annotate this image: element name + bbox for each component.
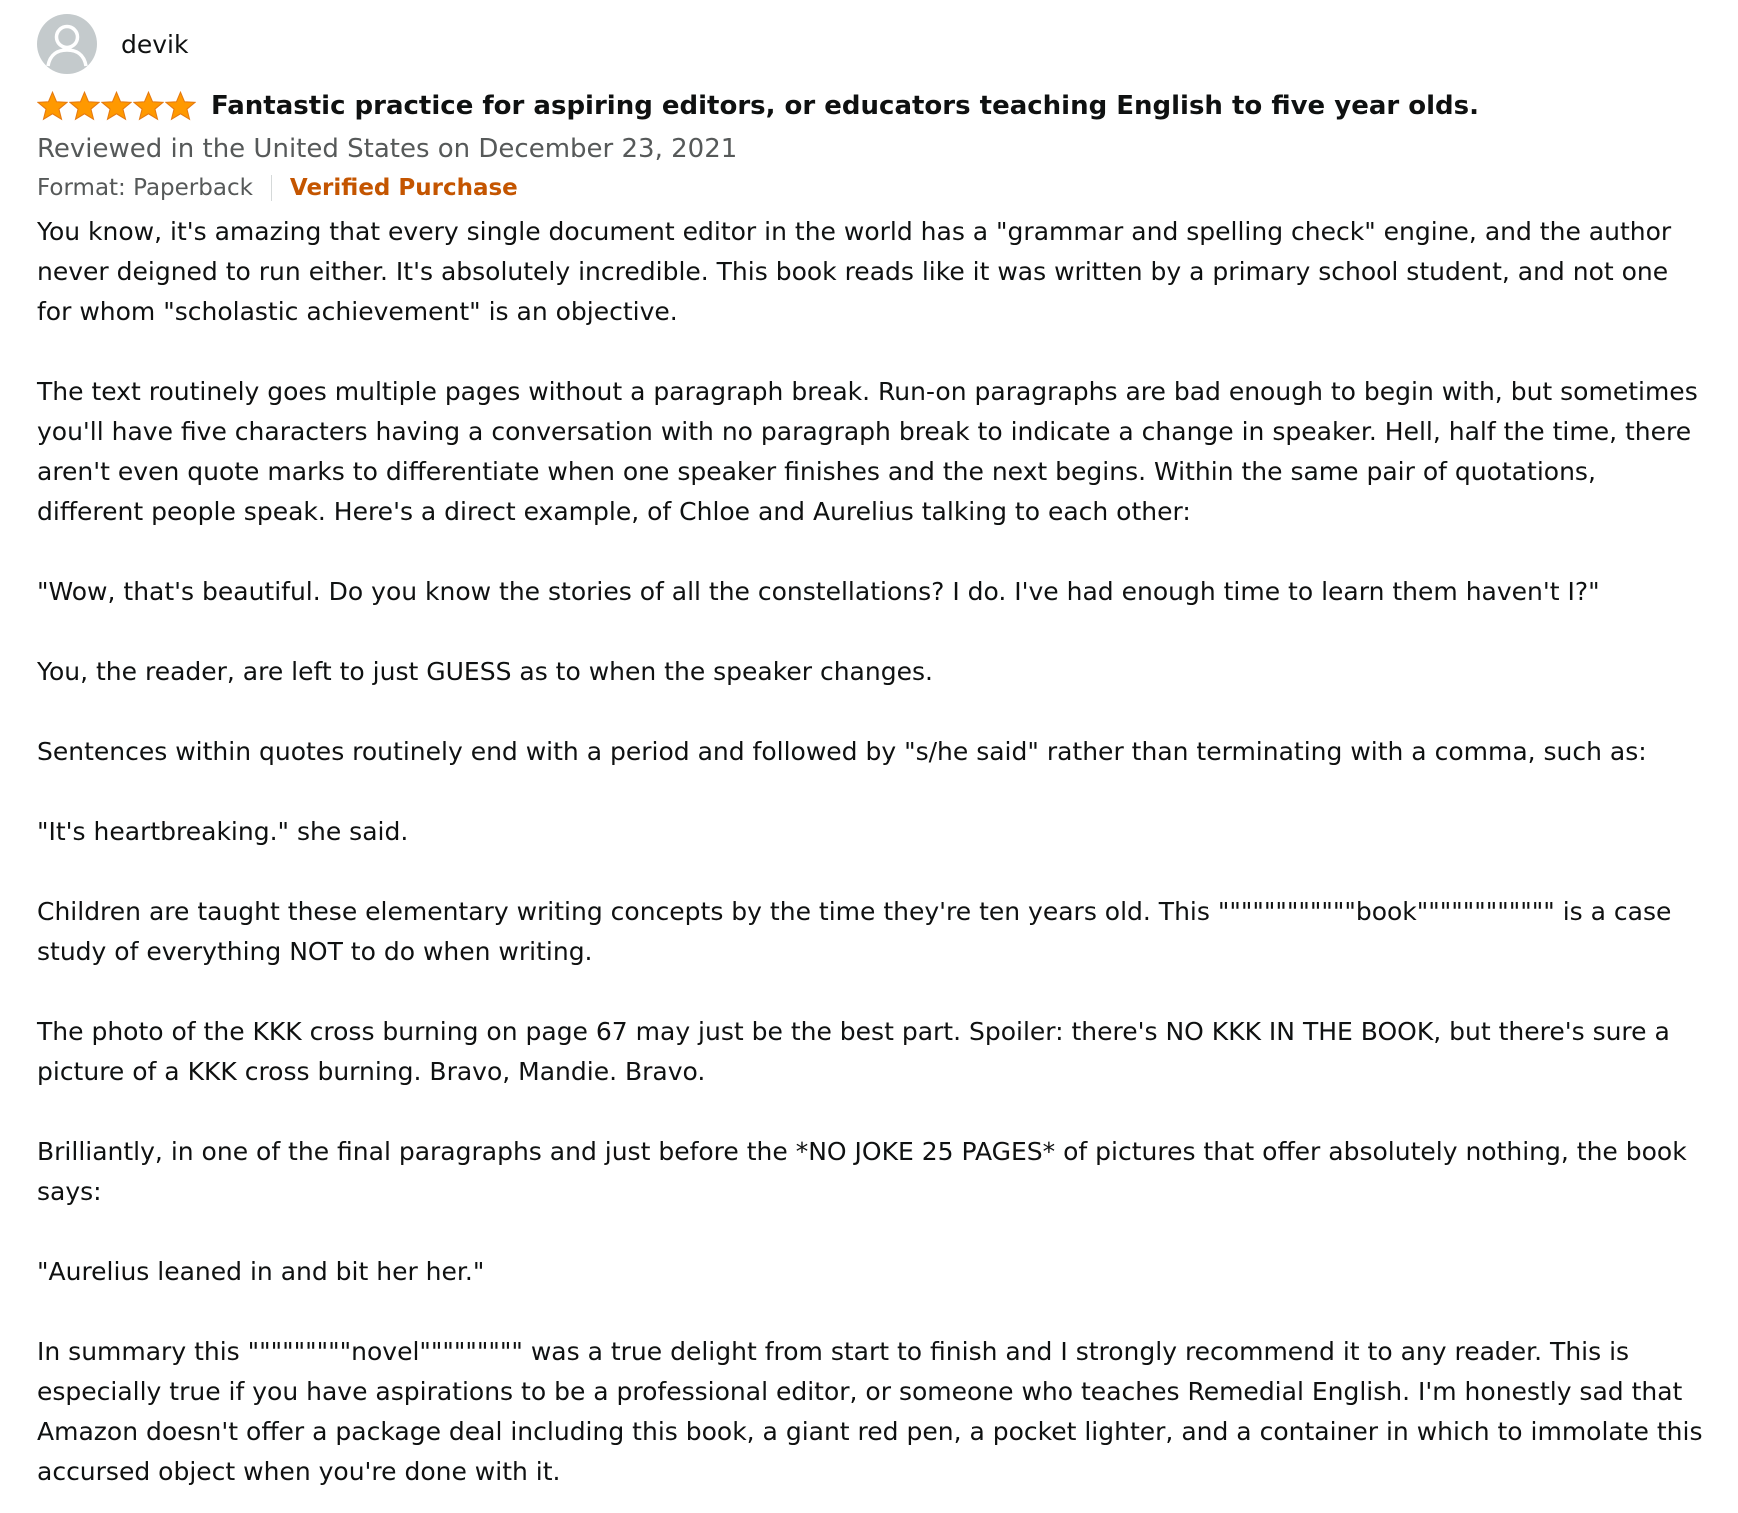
- star-rating[interactable]: [37, 91, 197, 121]
- review-card: [37, 14, 1705, 1492]
- review-paragraph: The text routinely goes multiple pages without a paragraph break. Run-on paragraphs are bad enough to begin with, but sometimes you'll have five characters having a conversation with no paragraph break to indicate a change in speaker. Hell, half the time, there aren't even quote marks to differentiate when one speaker finishes and the next begins. Within the same pair of quotations, different people speak. Here's a direct example, of Chloe and Aurelius talking to each other:: [37, 377, 1698, 526]
- review-paragraph: In summary this """""""""novel""""""""" was a true delight from start to finish and I strongly recommend it to any reader. This is especially true if you have aspirations to be a professional editor, or someone who teaches Remedial English. I'm honestly sad that Amazon doesn't offer a package deal including this book, a giant red pen, a pocket lighter, and a container in which to immolate this accursed object when you're done with it.: [37, 1337, 1703, 1486]
- verified-purchase-badge: Verified Purchase: [289, 175, 518, 201]
- format-row: [37, 172, 1705, 204]
- review-paragraph: Brilliantly, in one of the final paragraphs and just before the *NO JOKE 25 PAGES* of pictures that offer absolutely nothing, the book says:: [37, 1137, 1687, 1206]
- reviewer-name[interactable]: devik: [121, 29, 189, 59]
- reviewer-profile[interactable]: [37, 14, 1705, 74]
- review-paragraph: Sentences within quotes routinely end with a period and followed by "s/he said" rather than terminating with a comma, such as:: [37, 737, 1647, 766]
- review-date: Reviewed in the United States on December 23, 2021: [37, 134, 738, 164]
- review-body: [37, 212, 1705, 1492]
- review-paragraph: "Wow, that's beautiful. Do you know the stories of all the constellations? I do. I've had enough time to learn them haven't I?": [37, 577, 1600, 606]
- review-paragraph: The photo of the KKK cross burning on page 67 may just be the best part. Spoiler: there's NO KKK IN THE BOOK, but there's sure a picture of a KKK cross burning. Bravo, Mandie. Bravo.: [37, 1017, 1670, 1086]
- review-paragraph: "Aurelius leaned in and bit her her.": [37, 1257, 485, 1286]
- review-paragraph: Children are taught these elementary writing concepts by the time they're ten years old. This """"""""""""book"""""""""""" is a case study of everything NOT to do when writing.: [37, 897, 1672, 966]
- avatar-icon: [37, 14, 97, 74]
- review-title[interactable]: Fantastic practice for aspiring editors, or educators teaching English to five year olds.: [211, 91, 1479, 121]
- star-icon: [133, 91, 164, 121]
- format-label[interactable]: Format: Paperback: [37, 175, 253, 201]
- star-icon: [165, 91, 196, 121]
- review-title-row: [37, 88, 1705, 124]
- divider: [271, 175, 272, 201]
- star-icon: [37, 91, 68, 121]
- review-paragraph: You, the reader, are left to just GUESS as to when the speaker changes.: [37, 657, 933, 686]
- review-paragraph: "It's heartbreaking." she said.: [37, 817, 409, 846]
- star-icon: [101, 91, 132, 121]
- review-paragraph: You know, it's amazing that every single document editor in the world has a "grammar and spelling check" engine, and the author never deigned to run either. It's absolutely incredible. This book reads like it was written by a primary school student, and not one for whom "scholastic achievement" is an objective.: [37, 217, 1672, 326]
- star-icon: [69, 91, 100, 121]
